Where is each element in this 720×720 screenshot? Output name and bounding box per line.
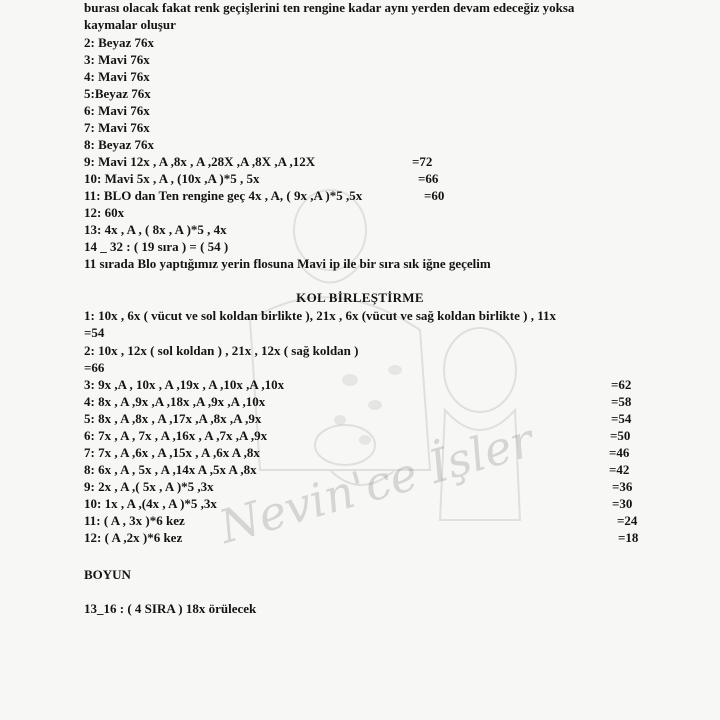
- stitch-count: =54: [611, 411, 632, 426]
- row-line: 4: 8x , A ,9x ,A ,18x ,A ,9x ,A ,10x: [84, 394, 266, 409]
- row-line: 6: 7x , A , 7x , A ,16x , A ,7x ,A ,9x: [84, 428, 268, 443]
- row-line: 5: 8x , A ,8x , A ,17x ,A ,8x ,A ,9x: [84, 411, 262, 426]
- row-line: 13: 4x , A , ( 8x , A )*5 , 4x: [84, 222, 227, 237]
- row-line: 9: 2x , A ,( 5x , A )*5 ,3x: [84, 479, 214, 494]
- watermark-text: Nevin'ce İşler: [213, 412, 540, 554]
- intro-line-2: kaymalar oluşur: [84, 17, 176, 32]
- row-line: 1: 10x , 6x ( vücut ve sol koldan birlikte ), 21x , 6x (vücut ve sağ koldan birlikte ) , 11x: [84, 308, 556, 323]
- stitch-count: =72: [412, 154, 433, 169]
- row-count-line: =54: [84, 325, 105, 340]
- row-line: 3: 9x ,A , 10x , A ,19x , A ,10x ,A ,10x: [84, 377, 285, 392]
- stitch-count: =36: [612, 479, 633, 494]
- row-line: 7: Mavi 76x: [84, 120, 150, 135]
- row-line: 8: Beyaz 76x: [84, 137, 155, 152]
- row-line: 9: Mavi 12x , A ,8x , A ,28X ,A ,8X ,A ,12X: [84, 154, 316, 169]
- row-line: 2: 10x , 12x ( sol koldan ) , 21x , 12x ( sağ koldan ): [84, 343, 359, 358]
- stitch-count: =60: [424, 188, 445, 203]
- row-line: 5:Beyaz 76x: [84, 86, 151, 101]
- row-line: 12: 60x: [84, 205, 125, 220]
- stitch-count: =18: [618, 530, 639, 545]
- row-line: 3: Mavi 76x: [84, 52, 150, 67]
- stitch-count: =42: [609, 462, 630, 477]
- row-line: 12: ( A ,2x )*6 kez: [84, 530, 183, 545]
- stitch-count: =58: [611, 394, 632, 409]
- stitch-count: =30: [612, 496, 633, 511]
- row-line: 6: Mavi 76x: [84, 103, 150, 118]
- row-line: 8: 6x , A , 5x , A ,14x A ,5x A ,8x: [84, 462, 257, 477]
- row-line: 11: BLO dan Ten rengine geç 4x , A, ( 9x ,A )*5 ,5x: [84, 188, 363, 203]
- stitch-count: =50: [610, 428, 631, 443]
- stitch-count: =24: [617, 513, 638, 528]
- intro-line-1: burası olacak fakat renk geçişlerini ten rengine kadar aynı yerden devam edeceğiz yoksa: [84, 0, 575, 15]
- section-heading-kol: KOL BİRLEŞTİRME: [296, 290, 424, 305]
- stitch-count: =62: [611, 377, 632, 392]
- row-note: 11 sırada Blo yaptığımız yerin flosuna Mavi ip ile bir sıra sık iğne geçelim: [84, 256, 491, 271]
- row-line: 10: Mavi 5x , A , (10x ,A )*5 , 5x: [84, 171, 260, 186]
- row-line: 4: Mavi 76x: [84, 69, 150, 84]
- row-count-line: =66: [84, 360, 105, 375]
- row-line: 11: ( A , 3x )*6 kez: [84, 513, 185, 528]
- stitch-count: =46: [609, 445, 630, 460]
- row-line: 7: 7x , A ,6x , A ,15x , A ,6x A ,8x: [84, 445, 260, 460]
- row-line: 10: 1x , A ,(4x , A )*5 ,3x: [84, 496, 217, 511]
- row-line: 14 _ 32 : ( 19 sıra ) = ( 54 ): [84, 239, 229, 254]
- row-line: 13_16 : ( 4 SIRA ) 18x örülecek: [84, 601, 257, 616]
- section-heading-boyun: BOYUN: [84, 567, 131, 582]
- row-line: 2: Beyaz 76x: [84, 35, 155, 50]
- stitch-count: =66: [418, 171, 439, 186]
